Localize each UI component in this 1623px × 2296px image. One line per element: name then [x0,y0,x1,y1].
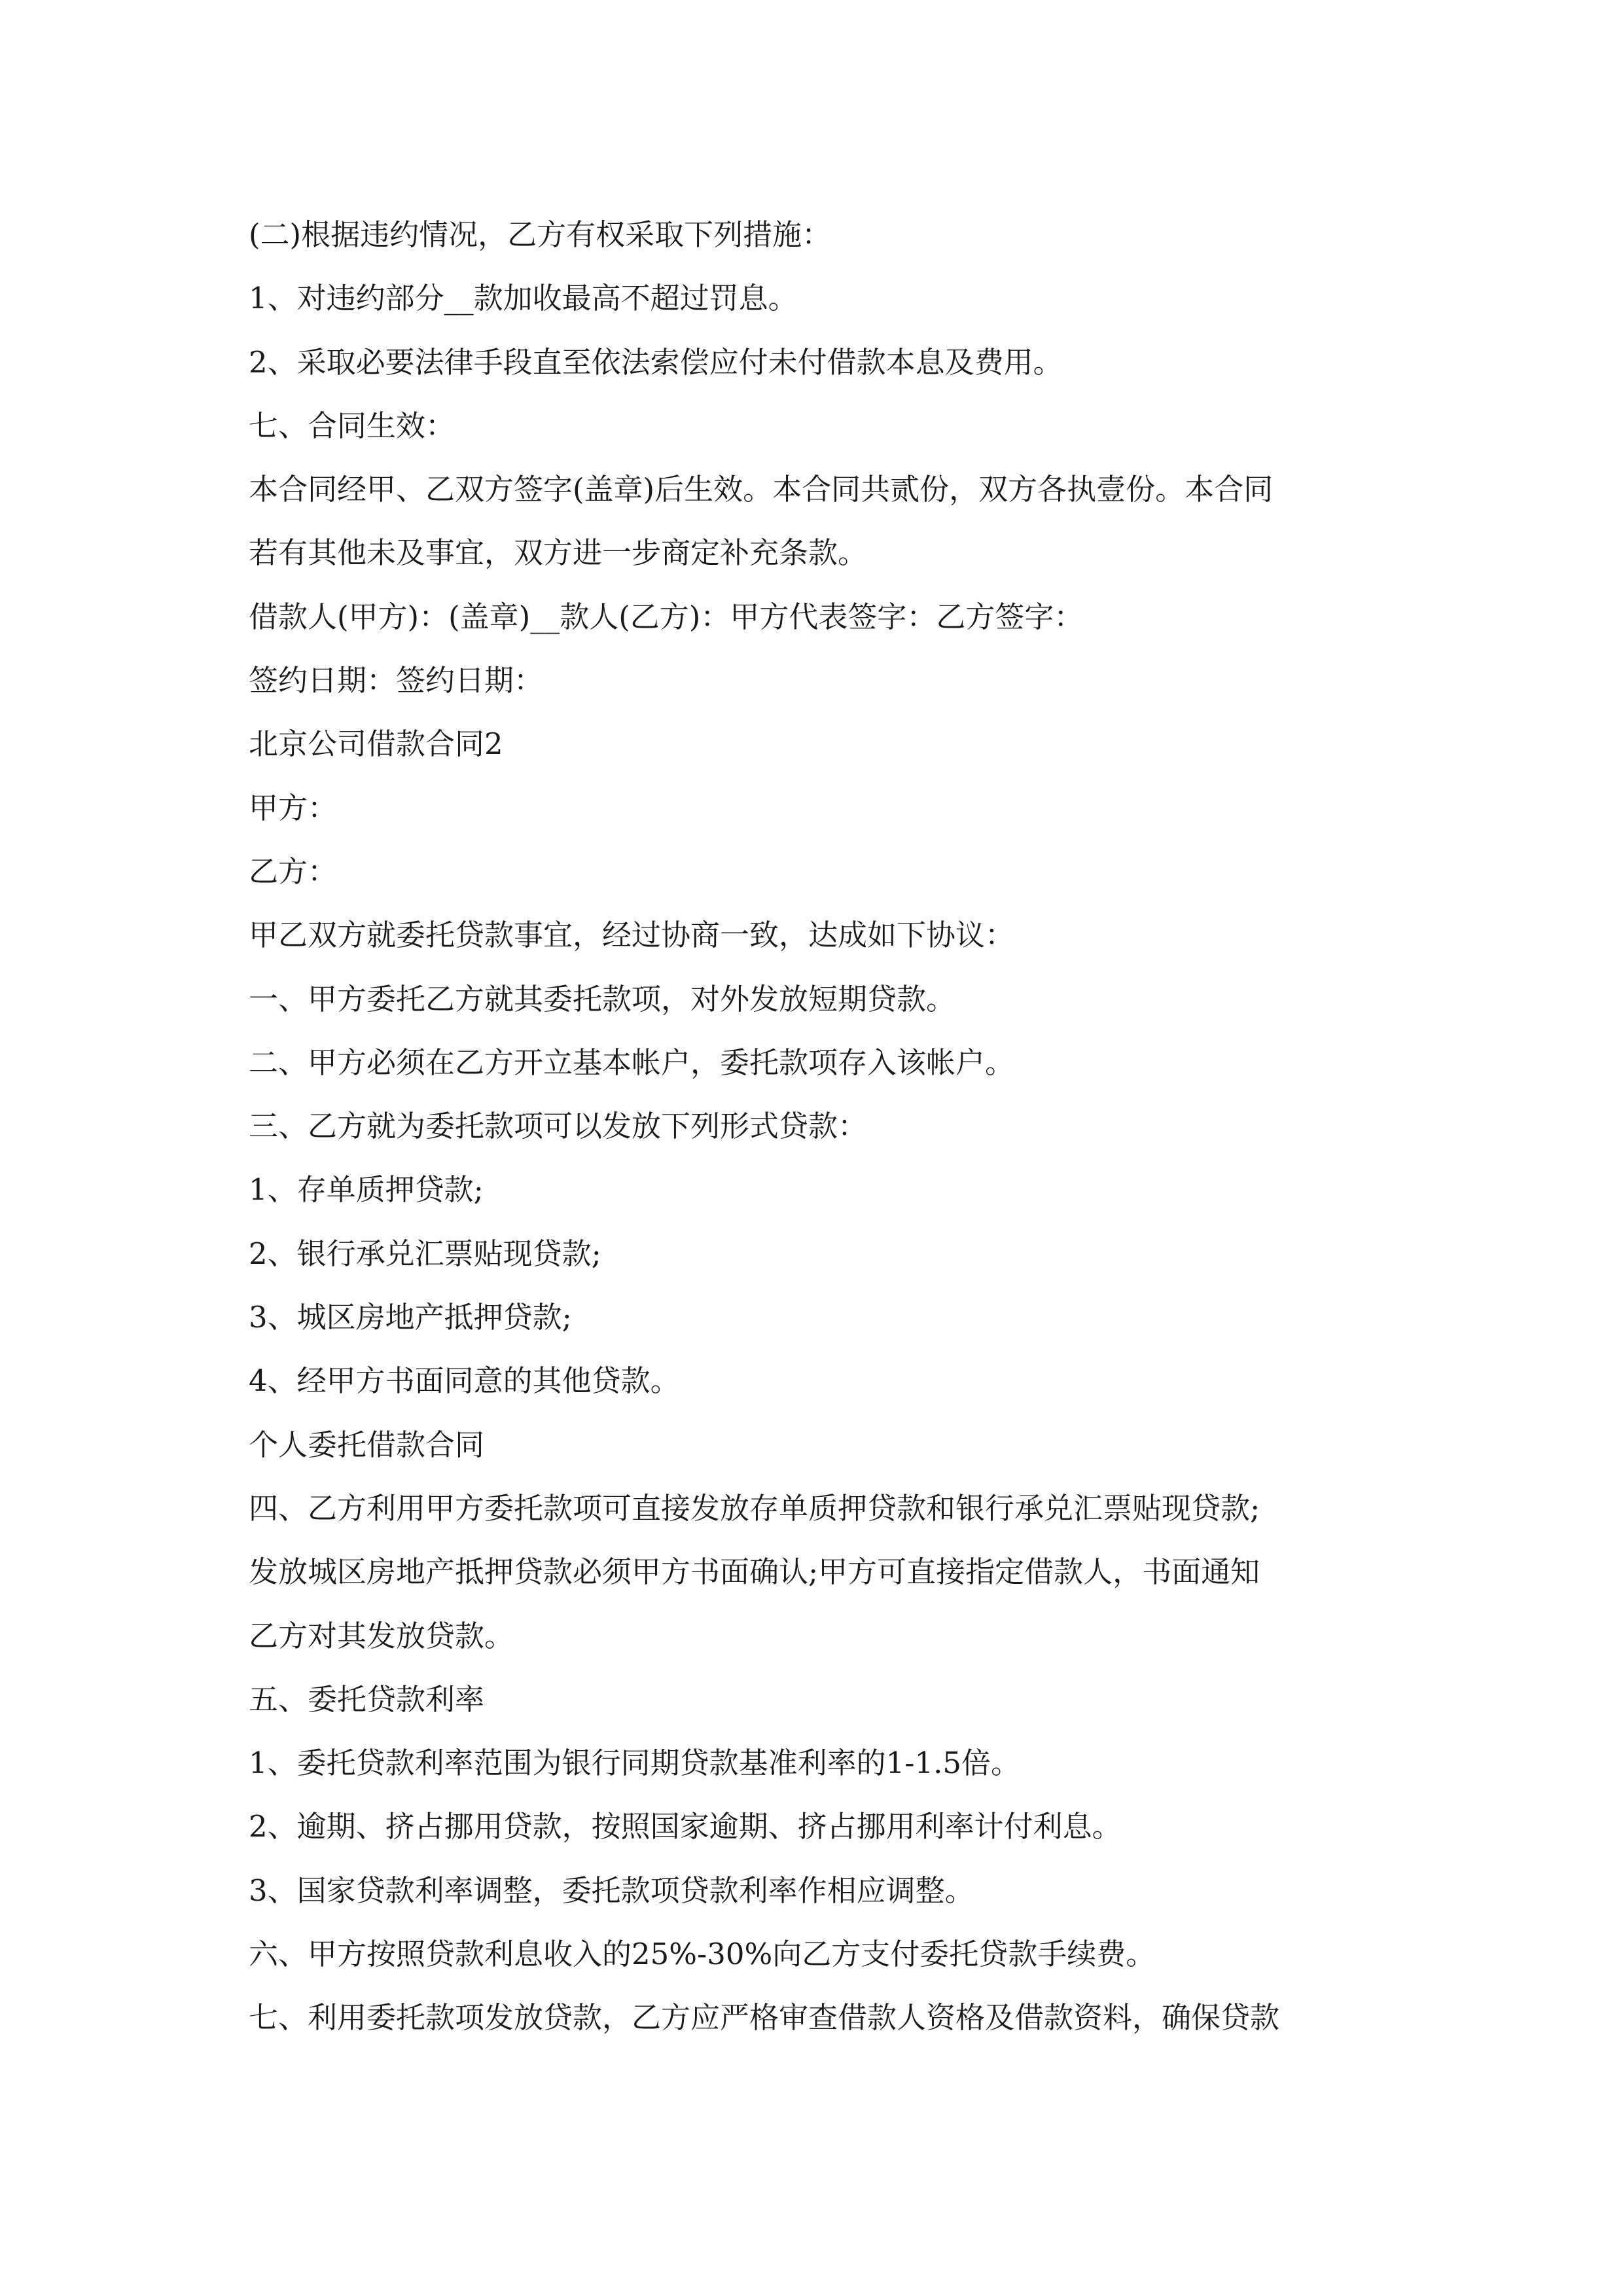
text-line: 发放城区房地产抵押贷款必须甲方书面确认;甲方可直接指定借款人，书面通知 [249,1554,1260,1590]
party-a-line: 甲方： [249,790,338,825]
text-line: 甲乙双方就委托贷款事宜，经过协商一致，达成如下协议： [249,918,1015,953]
list-item: 2、逾期、挤占挪用贷款，按照国家逾期、挤占挪用利率计付利息。 [249,1809,1122,1844]
text-line: 若有其他未及事宜，双方进一步商定补充条款。 [249,535,868,571]
clause-line: 七、利用委托款项发放贷款，乙方应严格审查借款人资格及借款资料，确保贷款 [249,2000,1280,2036]
text-line: 1、对违约部分__款加收最高不超过罚息。 [249,281,798,316]
section-heading: 五、委托贷款利率 [249,1681,485,1717]
section-heading: 七、合同生效： [249,408,455,443]
text-line: (二)根据违约情况，乙方有权采取下列措施： [249,217,832,252]
signing-date-line: 签约日期：签约日期： [249,663,544,698]
party-b-line: 乙方： [249,853,338,889]
clause-line: 二、甲方必须在乙方开立基本帐户，委托款项存入该帐户。 [249,1045,1015,1080]
clause-line: 四、乙方利用甲方委托款项可直接发放存单质押贷款和银行承兑汇票贴现贷款; [249,1490,1260,1526]
list-item: 3、国家贷款利率调整，委托款项贷款利率作相应调整。 [249,1873,974,1908]
list-item: 1、委托贷款利率范围为银行同期贷款基准利率的1-1.5倍。 [249,1746,1021,1781]
list-item: 4、经甲方书面同意的其他贷款。 [249,1363,680,1399]
list-item: 2、银行承兑汇票贴现贷款; [249,1236,601,1271]
section-heading: 个人委托借款合同 [249,1427,485,1462]
signature-line: 借款人(甲方)：(盖章)__款人(乙方)：甲方代表签字：乙方签字： [249,599,1084,634]
clause-line: 一、甲方委托乙方就其委托款项，对外发放短期贷款。 [249,981,956,1016]
document-body [249,203,1387,2050]
clause-line: 三、乙方就为委托款项可以发放下列形式贷款： [249,1109,868,1144]
text-line: 乙方对其发放贷款。 [249,1618,514,1653]
contract-title: 北京公司借款合同2 [249,726,503,762]
list-item: 3、城区房地产抵押贷款; [249,1300,572,1335]
clause-line: 六、甲方按照贷款利息收入的25%-30%向乙方支付委托贷款手续费。 [249,1937,1156,1972]
text-line: 2、采取必要法律手段直至依法索偿应付未付借款本息及费用。 [249,344,1063,380]
list-item: 1、存单质押贷款; [249,1172,484,1208]
text-line: 本合同经甲、乙双方签字(盖章)后生效。本合同共贰份，双方各执壹份。本合同 [249,472,1274,507]
